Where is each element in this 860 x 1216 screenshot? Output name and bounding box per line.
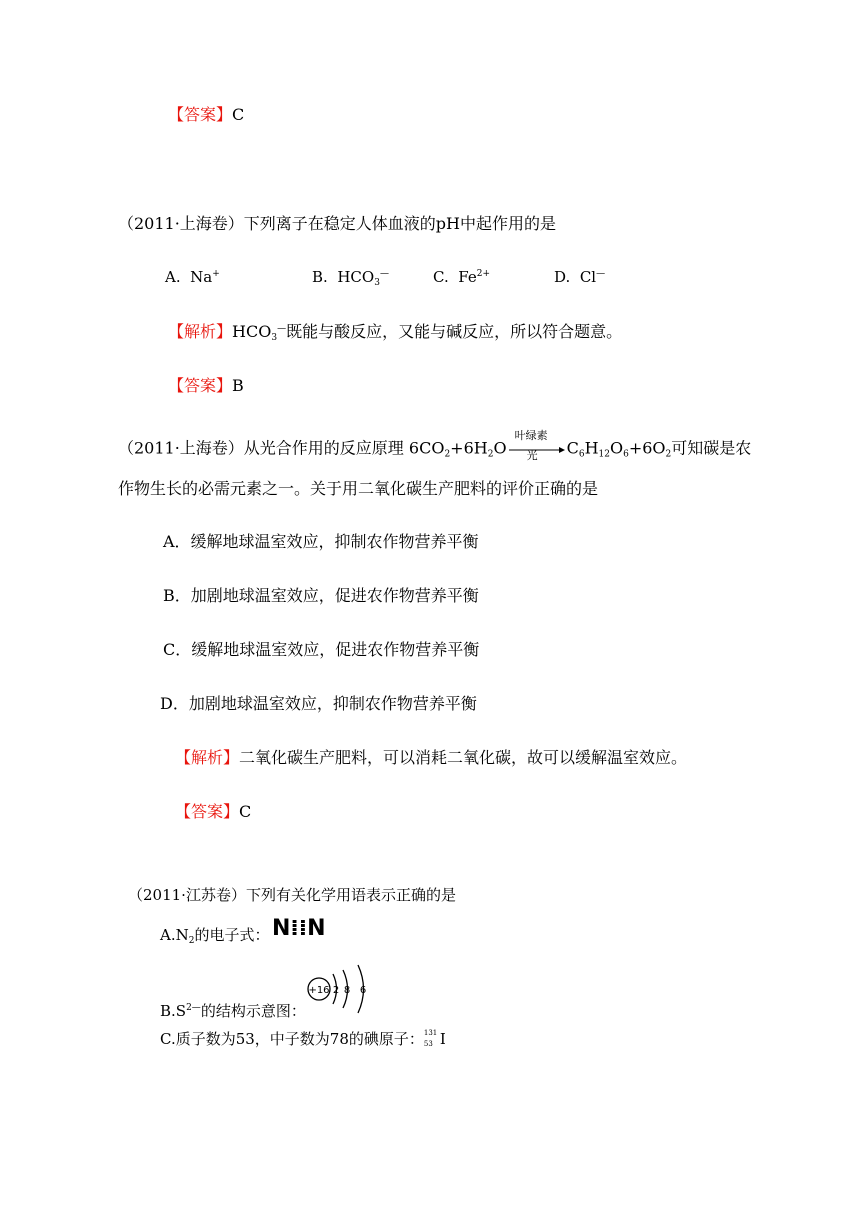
option-row	[0, 270, 860, 290]
question-stem: （2011·江苏卷）下列有关化学用语表示正确的是	[128, 886, 456, 904]
option-b: B．加剧地球温室效应，促进农作物营养平衡	[163, 586, 479, 605]
reaction-arrow: 叶绿素 光	[509, 440, 565, 458]
option-c: C. $Fe^{2+}$	[433, 268, 491, 286]
option-a: $A.N_2$的电子式：	[160, 926, 270, 946]
analysis-tag: 【解析】	[168, 322, 233, 341]
option-d: D. Cl—	[554, 268, 606, 286]
option-a: A．缓解地球温室效应，抑制农作物营养平衡	[163, 532, 479, 551]
question-stem: （2011·上海卷）从光合作用的反应原理 $6CO_2+6H_2O$ 叶绿素 光 $C_6H_{12}O_6+6O_2$可知碳是农	[118, 429, 752, 462]
option-d: D．加剧地球温室效应，抑制农作物营养平衡	[160, 694, 477, 713]
shell-1-label: 2	[332, 985, 340, 996]
answer-value: C	[232, 105, 245, 124]
iodine-isotope-notation: 131 53	[423, 1029, 438, 1048]
option-c: C．缓解地球温室效应，促进农作物营养平衡	[163, 640, 480, 659]
analysis-line: 【解析】$HCO_3^—$既能与酸反应，又能与碱反应，所以符合题意。	[168, 322, 623, 343]
answer-tag: 【答案】	[168, 376, 233, 395]
answer-line	[175, 804, 251, 820]
answer-value: C	[239, 802, 252, 821]
question-stem: （2011·上海卷）下列离子在稳定人体血液的pH中起作用的是	[118, 214, 557, 233]
nucleus-label: +16	[308, 985, 330, 996]
shell-3-label: 6	[359, 985, 367, 996]
option-b: $B.S^{2—}$的结构示意图：	[160, 1002, 306, 1020]
answer-tag: 【答案】	[175, 802, 240, 821]
sulfur-ion-structure-diagram	[302, 962, 384, 1020]
answer-line	[168, 378, 244, 394]
answer-line	[168, 107, 244, 123]
answer-value: B	[232, 376, 244, 395]
question-stem-line2: 作物生长的必需元素之一。关于用二氧化碳生产肥料的评价正确的是	[118, 479, 599, 498]
option-b: B. $HCO_3^—$	[312, 268, 389, 288]
option-c: C.质子数为53，中子数为78的碘原子： 131 53 I	[160, 1029, 446, 1048]
answer-tag: 【答案】	[168, 105, 233, 124]
option-a: A. Na+	[165, 268, 220, 286]
analysis-tag: 【解析】	[175, 748, 240, 767]
n2-electron-formula: N⁞⁞N	[272, 916, 326, 941]
analysis-line: 【解析】二氧化碳生产肥料，可以消耗二氧化碳，故可以缓解温室效应。	[175, 748, 688, 767]
shell-2-label: 8	[343, 985, 351, 996]
